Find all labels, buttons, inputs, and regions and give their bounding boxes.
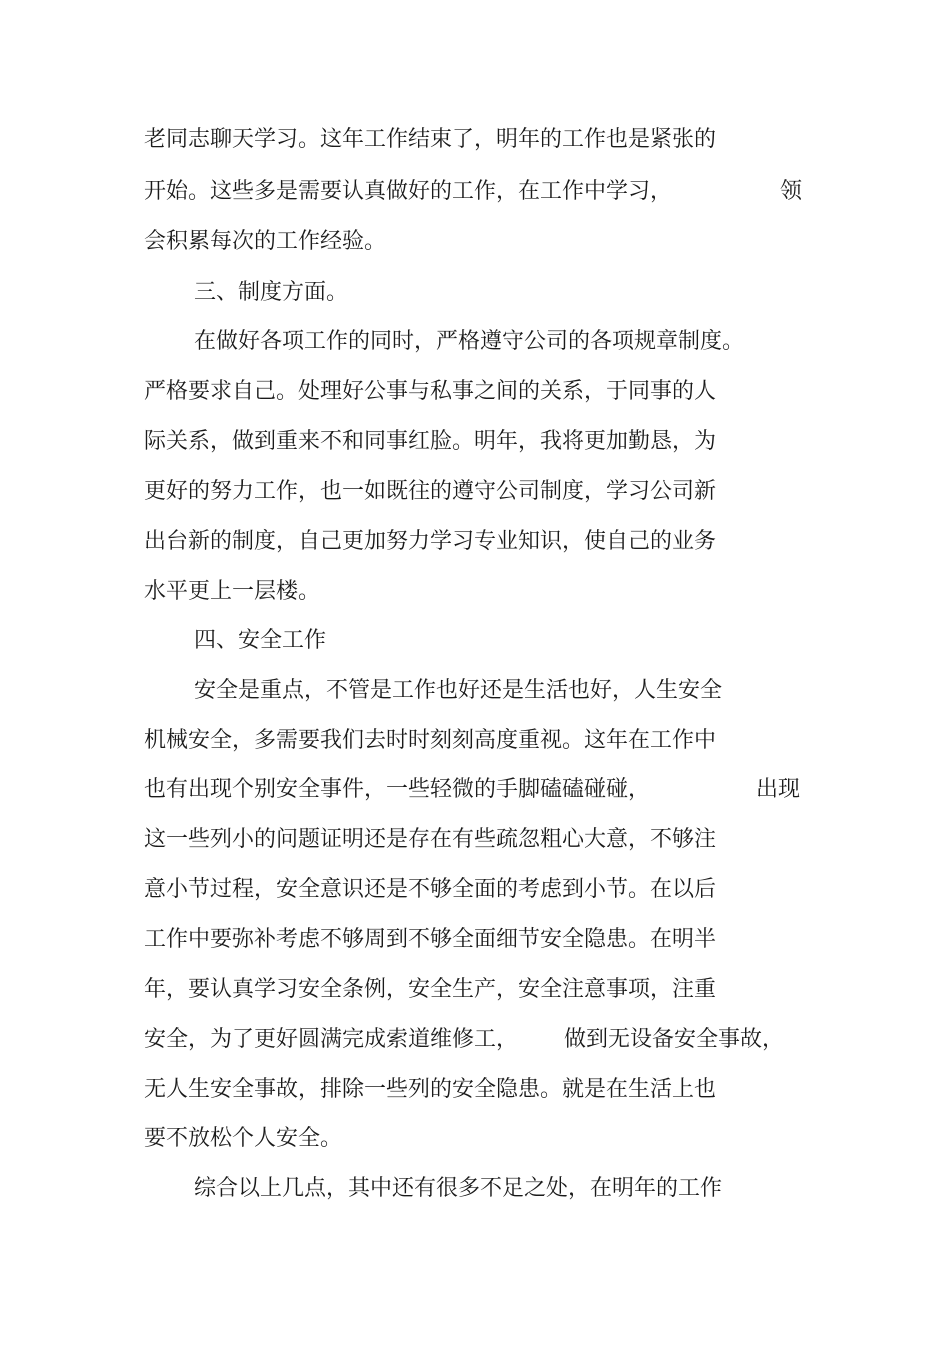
text-line-17: 工作中要弥补考虑不够周到不够全面细节安全隐患。在明半 — [144, 927, 717, 952]
text-line-19-trailing: 做到无设备安全事故， — [564, 1027, 785, 1052]
text-line-20: 无人生安全事故，排除一些列的安全隐患。就是在生活上也 — [144, 1077, 717, 1102]
text-line-18: 年，要认真学习安全条例，安全生产，安全注意事项，注重 — [144, 977, 717, 1002]
text-line-2: 开始。这些多是需要认真做好的工作，在工作中学习， — [144, 179, 673, 204]
section-heading-safety: 四、安全工作 — [194, 628, 327, 653]
text-line-10: 水平更上一层楼。 — [144, 579, 321, 604]
text-line-21: 要不放松个人安全。 — [144, 1126, 343, 1151]
text-line-19: 安全，为了更好圆满完成索道维修工， — [144, 1027, 519, 1052]
text-line-7: 际关系，做到重来不和同事红脸。明年，我将更加勤恳，为 — [144, 429, 717, 454]
text-line-8: 更好的努力工作，也一如既往的遵守公司制度，学习公司新 — [144, 479, 717, 504]
text-line-14: 也有出现个别安全事件，一些轻微的手脚磕磕碰碰， — [144, 777, 651, 802]
text-line-22: 综合以上几点，其中还有很多不足之处，在明年的工作 — [194, 1176, 723, 1201]
text-line-9: 出台新的制度，自己更加努力学习专业知识，使自己的业务 — [144, 529, 717, 554]
text-line-5: 在做好各项工作的同时，严格遵守公司的各项规章制度。 — [194, 329, 745, 354]
text-line-6: 严格要求自己。处理好公事与私事之间的关系，于同事的人 — [144, 379, 717, 404]
text-line-15: 这一些列小的问题证明还是存在有些疏忽粗心大意，不够注 — [144, 827, 717, 852]
text-line-1: 老同志聊天学习。这年工作结束了，明年的工作也是紧张的 — [144, 127, 717, 152]
text-line-3: 会积累每次的工作经验。 — [144, 229, 387, 254]
text-line-16: 意小节过程，安全意识还是不够全面的考虑到小节。在以后 — [144, 877, 717, 902]
text-line-14-trailing: 出现 — [756, 777, 801, 802]
text-line-13: 机械安全，多需要我们去时时刻刻高度重视。这年在工作中 — [144, 728, 717, 753]
text-line-12: 安全是重点，不管是工作也好还是生活也好，人生安全 — [194, 678, 723, 703]
section-heading-system: 三、制度方面。 — [194, 280, 349, 305]
text-line-2-trailing: 领 — [780, 179, 803, 204]
